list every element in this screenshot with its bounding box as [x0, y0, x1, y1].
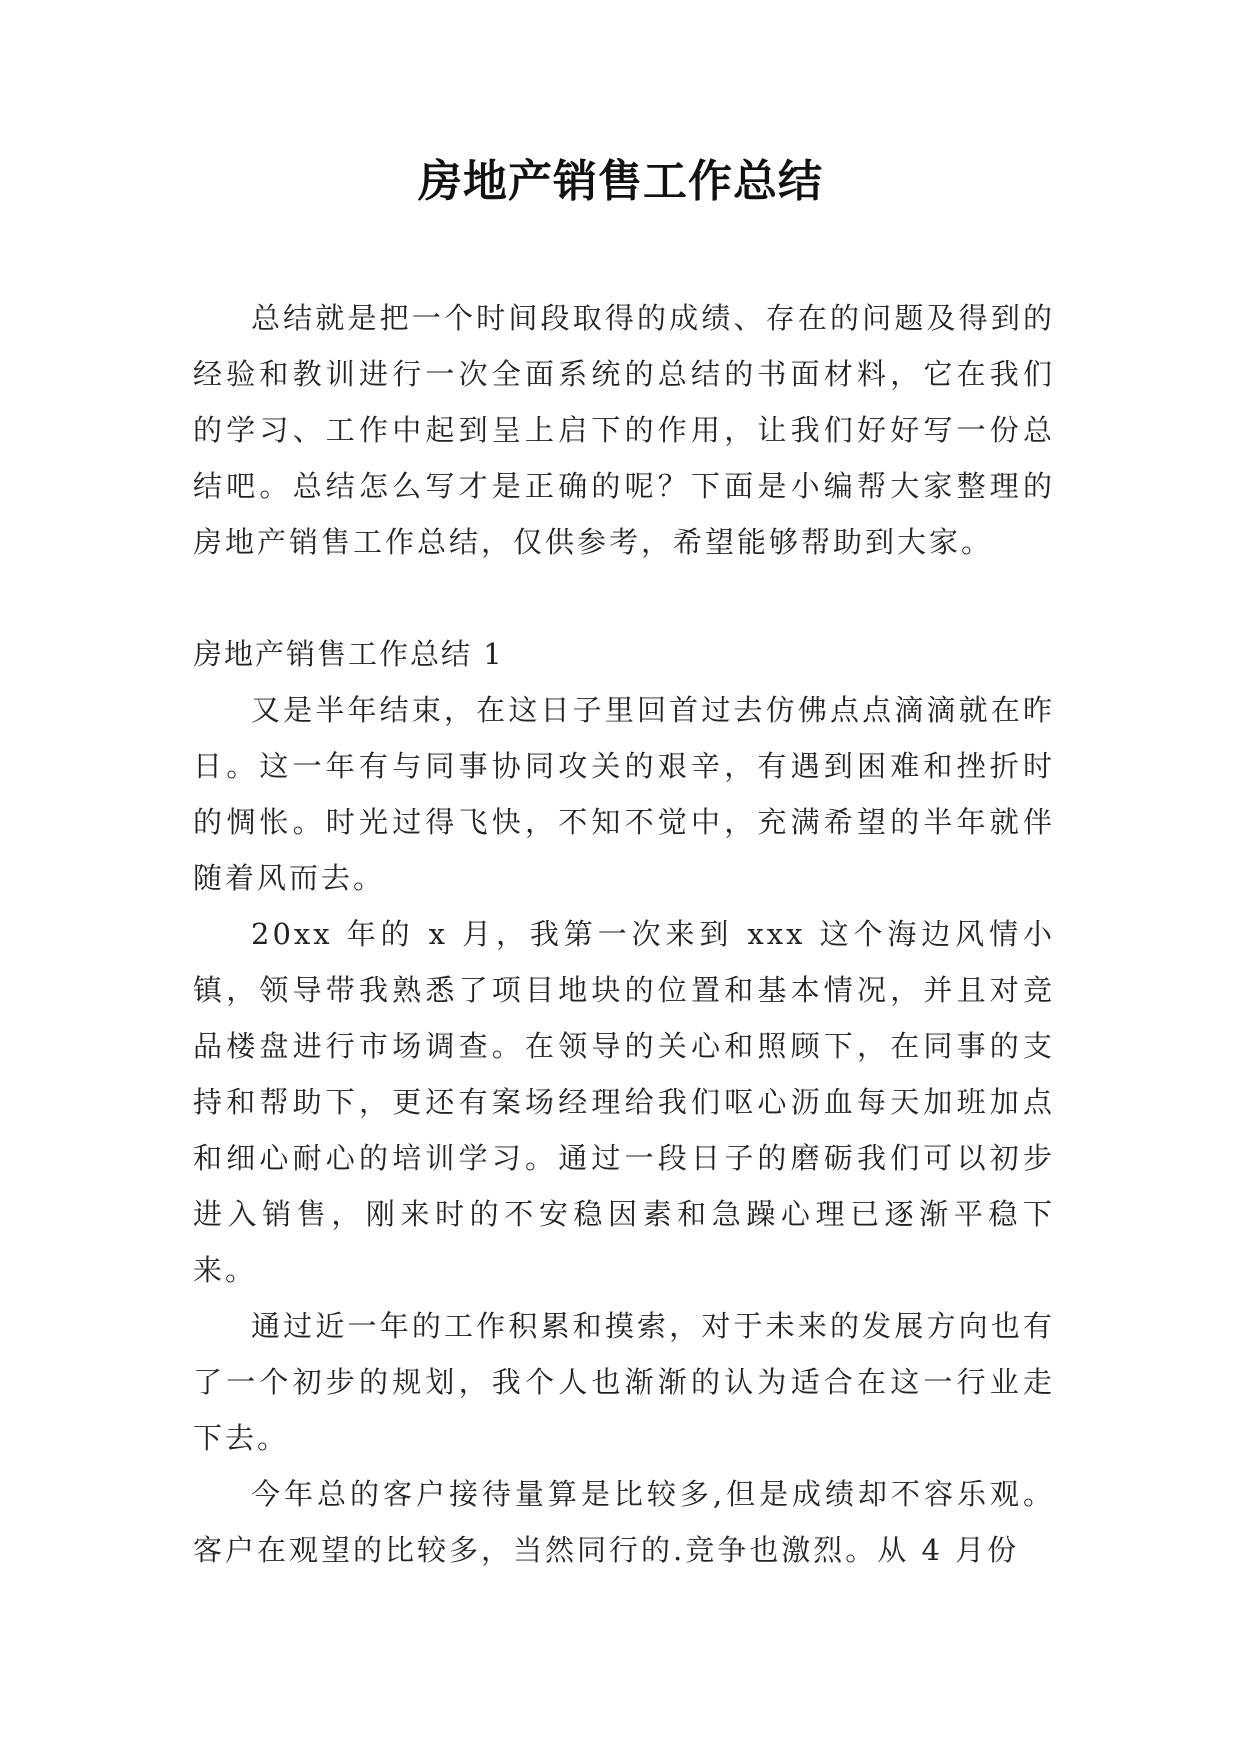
intro-paragraph: 总结就是把一个时间段取得的成绩、存在的问题及得到的经验和教训进行一次全面系统的总结的书面材料，它在我们的学习、工作中起到呈上启下的作用，让我们好好写一份总结吧。总结怎么写才是正确的呢？下面是小编帮大家整理的房地产销售工作总结，仅供参考，希望能够帮助到大家。 — [193, 301, 1055, 559]
body-paragraph: 通过近一年的工作积累和摸索，对于未来的发展方向也有了一个初步的规划，我个人也渐渐的认为适合在这一行业走下去。 — [193, 1309, 1055, 1455]
paragraph-spacer — [193, 570, 1055, 626]
body-paragraph: 又是半年结束，在这日子里回首过去仿佛点点滴滴就在昨日。这一年有与同事协同攻关的艰辛，有遇到困难和挫折时的惆怅。时光过得飞快，不知不觉中，充满希望的半年就伴随着风而去。 — [193, 693, 1055, 895]
body-paragraph: 今年总的客户接待量算是比较多,但是成绩却不容乐观。客户在观望的比较多，当然同行的.竞争也激烈。从 4 月份 — [193, 1477, 1055, 1567]
body-paragraph: 20xx 年的 x 月，我第一次来到 xxx 这个海边风情小镇，领导带我熟悉了项目地块的位置和基本情况，并且对竞品楼盘进行市场调查。在领导的关心和照顾下，在同事的支持和帮助下，更还有案场经理给我们呕心沥血每天加班加点和细心耐心的培训学习。通过一段日子的磨砺我们可以初步进入销售，刚来时的不安稳因素和急躁心理已逐渐平稳下来。 — [193, 917, 1055, 1287]
document-body — [193, 290, 1055, 1578]
page-title: 房地产销售工作总结 — [418, 156, 823, 207]
section-heading: 房地产销售工作总结 1 — [193, 637, 504, 671]
